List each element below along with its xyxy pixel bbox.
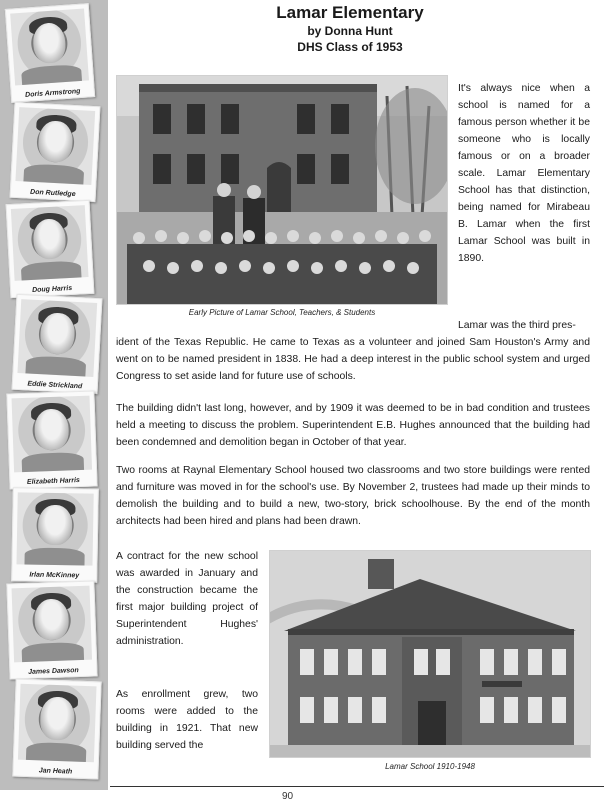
portrait-strip bbox=[0, 0, 108, 790]
early-school-photo bbox=[117, 76, 447, 304]
school-building-photo bbox=[270, 551, 590, 757]
portrait-photo bbox=[12, 396, 93, 473]
article-paragraph: A contract for the new school was awarded in January and the construction became the first major building project of Superintendent Hughes' administration. bbox=[116, 551, 258, 647]
article-paragraph: The building didn't last long, however, and by 1909 it was deemed to be in bad condition and trustees held a meeting to discuss the problem. Superintendent E.B. Hughes announced that the building had been condemned and demolition began in October of that year. bbox=[116, 403, 590, 448]
page-title: Lamar Elementary bbox=[276, 3, 424, 22]
school-group-illustration bbox=[117, 76, 447, 304]
portrait-name: Elizabeth Harris bbox=[26, 477, 81, 486]
portrait-photo bbox=[16, 492, 93, 565]
portrait-photo bbox=[10, 9, 89, 86]
portrait-photo bbox=[15, 107, 95, 185]
building-photo-caption: Lamar School 1910-1948 bbox=[385, 762, 475, 771]
portrait-card bbox=[12, 294, 103, 394]
byline: by Donna Hunt bbox=[307, 24, 393, 38]
article-paragraph: As enrollment grew, two rooms were added to the building in 1921. That new building served the bbox=[116, 689, 258, 751]
portrait-card bbox=[10, 102, 101, 202]
portrait-card bbox=[6, 580, 97, 679]
portrait-name: Doug Harris bbox=[31, 284, 73, 294]
school-building-illustration bbox=[270, 551, 590, 757]
portrait-card bbox=[6, 390, 97, 489]
portrait-name: James Dawson bbox=[28, 667, 79, 676]
portrait-name: Doris Armstrong bbox=[24, 87, 81, 99]
portrait-photo bbox=[11, 205, 89, 281]
portrait-card bbox=[6, 200, 95, 298]
portrait-card bbox=[12, 679, 101, 780]
article-paragraph: Two rooms at Raynal Elementary School housed two classrooms and two store buildings were rented and furniture was moved in for the school's use. By November 2, trustees had made up their minds to demolish the building and to build a new, two-story, brick schoolhouse. By the end of the month architects had been hired and plans had been drawn. bbox=[116, 465, 590, 527]
portrait-card bbox=[11, 487, 99, 582]
class-line: DHS Class of 1953 bbox=[297, 40, 403, 54]
portrait-card bbox=[5, 3, 95, 103]
early-photo-caption: Early Picture of Lamar School, Teachers, & Students bbox=[188, 308, 376, 317]
page-number: 90 bbox=[282, 791, 294, 802]
article-paragraph: Lamar was the third pres- bbox=[458, 320, 576, 331]
portrait-photo bbox=[18, 684, 97, 763]
portrait-photo bbox=[17, 299, 97, 377]
article-paragraph: It's always nice when a school is named for a famous person whether it be someone who is locally famous or on a broader scale. Lamar Elementary School has that distinction, being named for Mirabeau B. Lamar when the first Lamar School was built in 1890. bbox=[458, 83, 590, 264]
portrait-name: Don Rutledge bbox=[29, 188, 76, 199]
portrait-name: Jan Heath bbox=[38, 767, 73, 776]
article-paragraph: ident of the Texas Republic. He came to Texas as a volunteer and joined Sam Houston's Army and went on to be named president in 1838. He had a deep interest in the public school system and urged Congress to set aside land for future use of schools. bbox=[116, 337, 590, 382]
footer-rule bbox=[110, 786, 604, 787]
portrait-photo bbox=[12, 586, 93, 663]
portrait-name: Eddie Strickland bbox=[27, 380, 83, 391]
portrait-name: Irlan McKinney bbox=[29, 571, 80, 580]
